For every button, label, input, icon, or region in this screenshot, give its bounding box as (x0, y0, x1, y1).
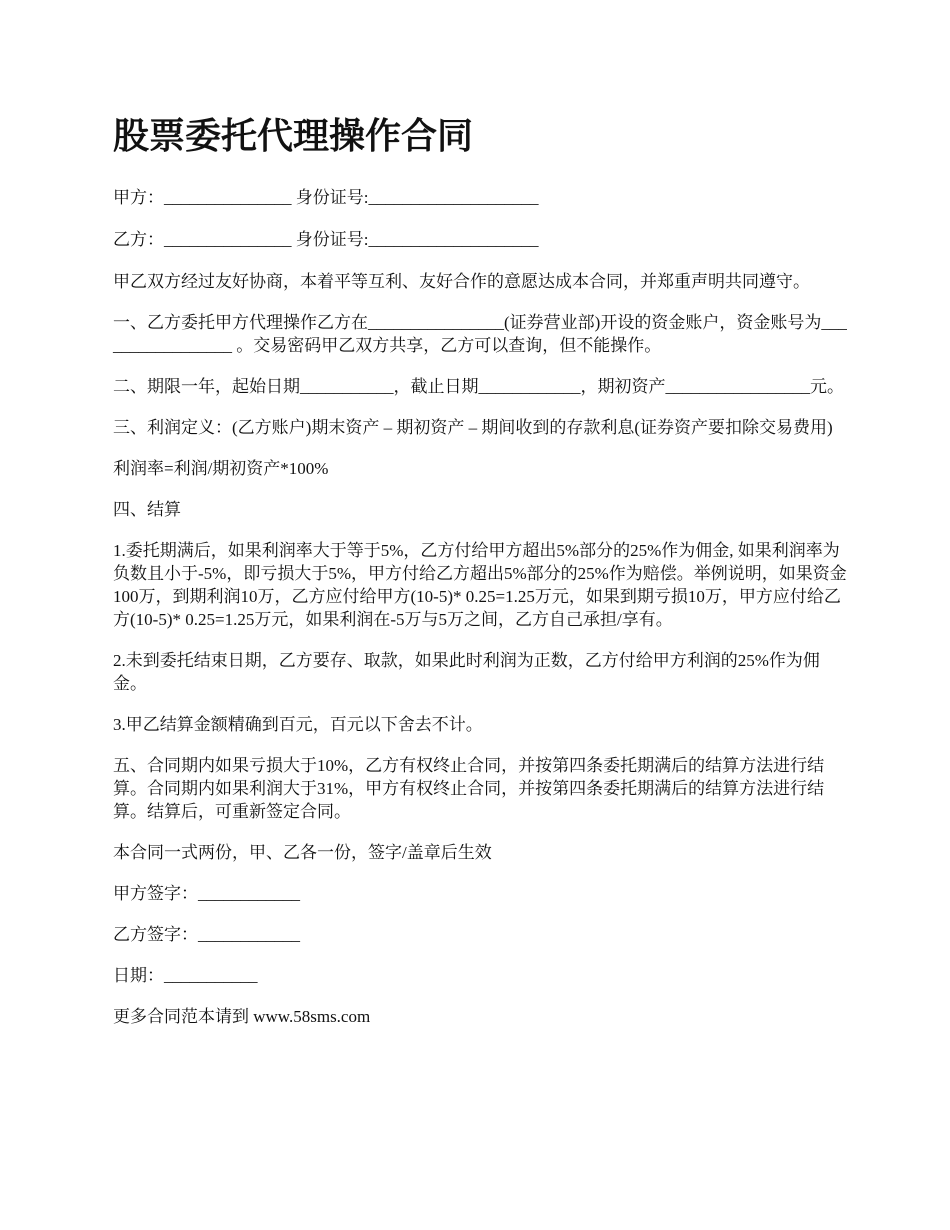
clause-four-item-2: 2.未到委托结束日期，乙方要存、取款，如果此时利润为正数，乙方付给甲方利润的25%作为佣金。 (113, 651, 820, 693)
profit-rate-formula: 利润率=利润/期初资产*100% (113, 459, 329, 478)
clause-three: 三、利润定义：(乙方账户)期末资产 – 期初资产 – 期间收到的存款利息(证券资产要扣除交易费用) (113, 418, 833, 437)
date-line: 日期：___________ (113, 966, 258, 985)
effectiveness-statement: 本合同一式两份，甲、乙各一份，签字/盖章后生效 (113, 843, 492, 862)
clause-four-item-3: 3.甲乙结算金额精确到百元，百元以下舍去不计。 (113, 715, 483, 734)
clause-five: 五、合同期内如果亏损大于10%，乙方有权终止合同，并按第四条委托期满后的结算方法进行结算。合同期内如果利润大于31%，甲方有权终止合同，并按第四条委托期满后的结算方法进行结算。结算后，可重新签定合同。 (113, 756, 825, 821)
party-a-signature: 甲方签字：____________ (113, 884, 300, 903)
party-a-line: 甲方：_______________ 身份证号:____________________ (113, 188, 539, 207)
clause-two: 二、期限一年，起始日期___________，截止日期____________，期初资产_________________元。 (113, 377, 844, 396)
party-b-signature: 乙方签字：____________ (113, 925, 300, 944)
preamble-paragraph: 甲乙双方经过友好协商，本着平等互利、友好合作的意愿达成本合同，并郑重声明共同遵守。 (113, 272, 810, 291)
footer-link-text: 更多合同范本请到 www.58sms.com (113, 1007, 371, 1026)
clause-four-item-1: 1.委托期满后，如果利润率大于等于5%，乙方付给甲方超出5%部分的25%作为佣金, 如果利润率为负数且小于-5%，即亏损大于5%，甲方付给乙方超出5%部分的25%作为赔偿。举例说明，如果资金100万，到期利润10万，乙方应付给甲方(10-5)* 0.25=1.25万元，如果到期亏损10万，甲方应付给乙方(10-5)* 0.25=1.25万元，如果利润在-5万与5万之间，乙方自己承担/享有。 (113, 541, 847, 629)
party-b-line: 乙方：_______________ 身份证号:____________________ (113, 230, 539, 249)
document-page (113, 110, 853, 1046)
clause-four-heading: 四、结算 (113, 500, 181, 519)
document-title: 股票委托代理操作合同 (113, 116, 474, 156)
clause-one: 一、乙方委托甲方代理操作乙方在________________(证券营业部)开设的资金账户，资金账号为_________________ 。交易密码甲乙双方共享，乙方可以查询，但不能操作。 (113, 313, 847, 355)
